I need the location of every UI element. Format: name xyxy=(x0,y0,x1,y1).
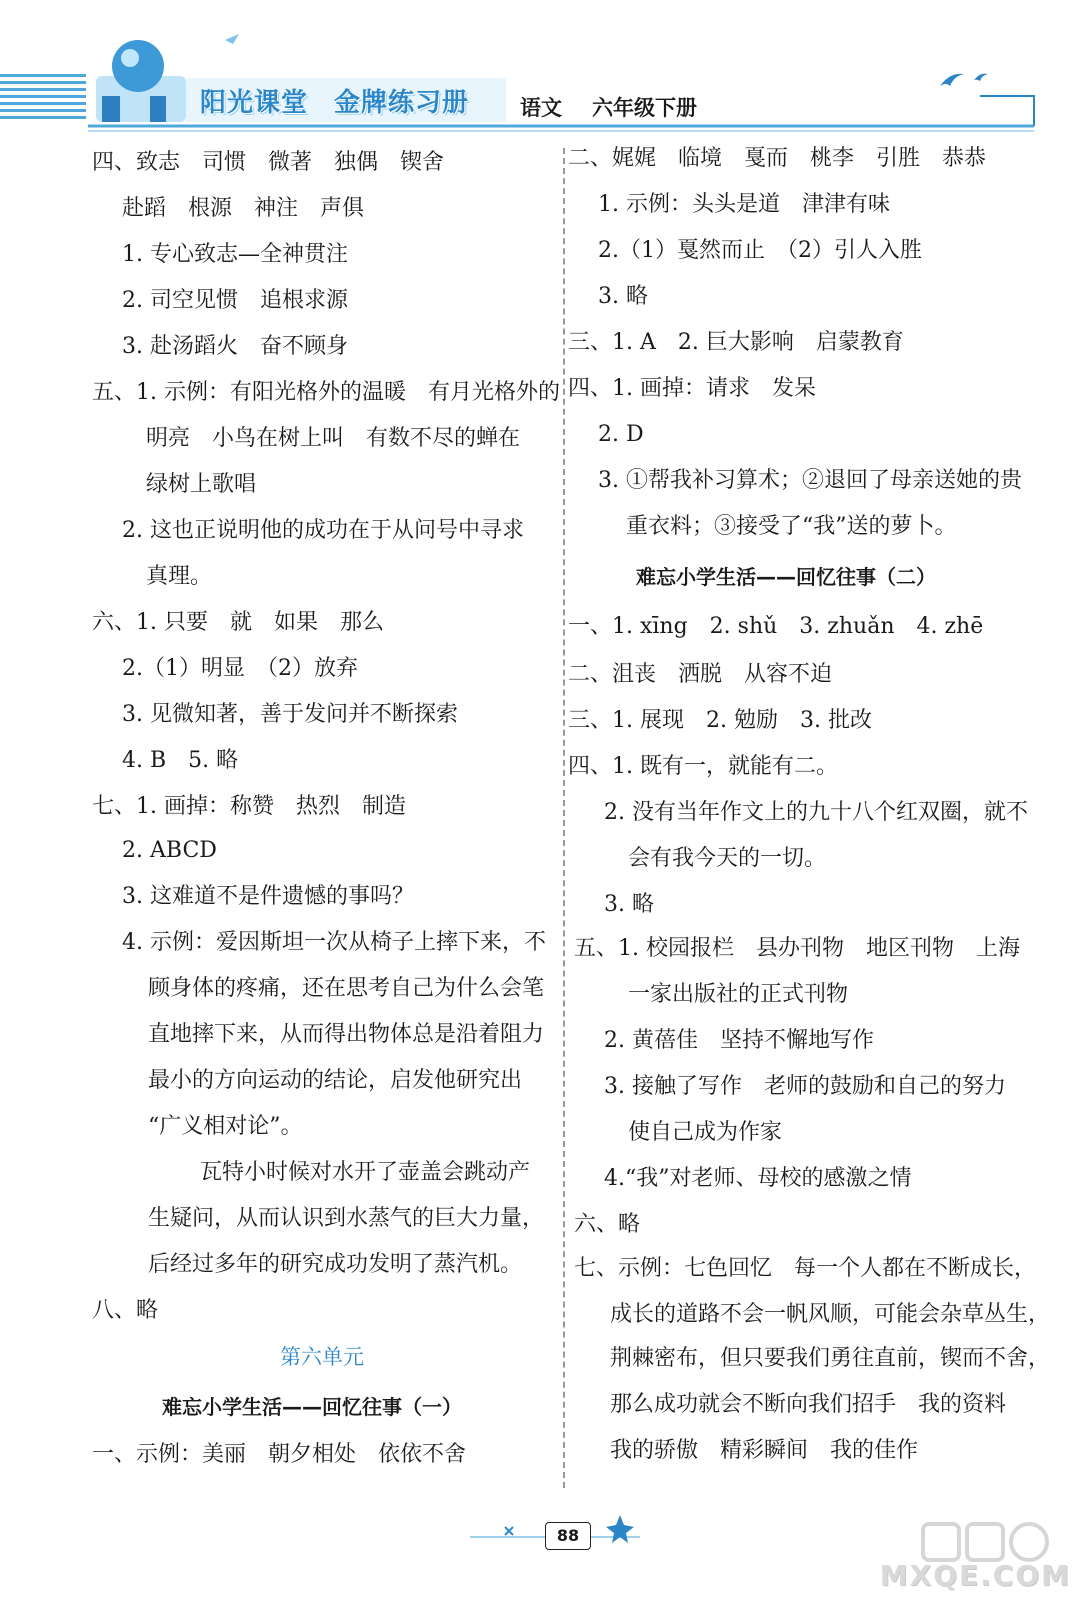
answer-line: 一、1. xīng 2. shǔ 3. zhuǎn 4. zhē xyxy=(568,614,984,639)
column-divider xyxy=(563,148,565,1488)
answer-line: 2. 黄蓓佳 坚持不懈地写作 xyxy=(604,1028,874,1053)
answer-line: 1. 示例：头头是道 津津有味 xyxy=(598,192,890,217)
answer-line: 真理。 xyxy=(146,564,213,589)
brand-title xyxy=(200,82,469,119)
answer-line: 一家出版社的正式刊物 xyxy=(628,982,849,1007)
answer-line: 五、1. 示例：有阳光格外的温暖 有月光格外的 xyxy=(92,380,560,405)
unit-heading: 第六单元 xyxy=(280,1345,364,1369)
answer-line: 二、娓娓 临境 戛而 桃李 引胜 恭恭 xyxy=(568,146,987,171)
section-heading: 难忘小学生活——回忆往事（二） xyxy=(636,565,936,589)
answer-line: 明亮 小鸟在树上叫 有数不尽的蝉在 xyxy=(146,426,521,451)
answer-line: 最小的方向运动的结论，启发他研究出 xyxy=(148,1068,523,1093)
answer-line: 四、1. 画掉：请求 发呆 xyxy=(568,376,816,401)
answer-line: 那么成功就会不断向我们招手 我的资料 xyxy=(610,1392,1007,1417)
answer-line: 赴蹈 根源 神注 声俱 xyxy=(122,196,365,221)
watermark-logo-icon xyxy=(921,1520,1051,1564)
answer-line: 五、1. 校园报栏 县办刊物 地区刊物 上海 xyxy=(574,936,1020,961)
answer-line: 3. ①帮我补习算术；②退回了母亲送她的贵 xyxy=(598,468,1022,493)
answer-line: 2. 没有当年作文上的九十八个红双圈，就不 xyxy=(604,800,1028,825)
answer-line: 3. 见微知著，善于发问并不断探索 xyxy=(122,702,458,727)
answer-line: 一、示例：美丽 朝夕相处 依依不舍 xyxy=(92,1442,467,1467)
answer-line: 后经过多年的研究成功发明了蒸汽机。 xyxy=(148,1252,523,1277)
answer-line: 顾身体的疼痛，还在思考自己为什么会笔 xyxy=(148,976,545,1001)
answer-line: 瓦特小时候对水开了壶盖会跳动产 xyxy=(200,1160,531,1185)
bird-icon xyxy=(940,74,988,86)
answer-line: 会有我今天的一切。 xyxy=(628,846,827,871)
answer-line: 绿树上歌唱 xyxy=(146,472,257,497)
grade-label: 六年级下册 xyxy=(592,96,697,120)
answer-line: 直地摔下来，从而得出物体总是沿着阻力 xyxy=(148,1022,545,1047)
answer-line: 2. D xyxy=(598,422,644,447)
watermark-logo xyxy=(921,1520,1051,1564)
answer-line: 2.（1）戛然而止 （2）引人入胜 xyxy=(598,238,922,263)
answer-line: 成长的道路不会一帆风顺，可能会杂草丛生， xyxy=(610,1302,1051,1327)
page-header xyxy=(0,0,1083,140)
section-heading: 难忘小学生活——回忆往事（一） xyxy=(162,1395,462,1419)
star-icon xyxy=(606,1515,634,1543)
answer-line: 3. 赴汤蹈火 奋不顾身 xyxy=(122,334,348,359)
answer-line: 4. B 5. 略 xyxy=(122,748,239,773)
answer-line: 2. 司空见惯 追根求源 xyxy=(122,288,348,313)
cross-icon xyxy=(505,1527,513,1535)
answer-line: 二、沮丧 洒脱 从容不迫 xyxy=(568,662,833,687)
page-number: 88 xyxy=(545,1522,591,1550)
answer-line: 1. 专心致志—全神贯注 xyxy=(122,242,348,267)
answer-line: 六、略 xyxy=(574,1212,641,1237)
brand-title-part-1: 阳光课堂 xyxy=(200,88,309,118)
answer-line: 4.“我”对老师、母校的感激之情 xyxy=(604,1166,912,1191)
subject-label: 语文 xyxy=(520,96,562,120)
answer-line: 七、1. 画掉：称赞 热烈 制造 xyxy=(92,794,406,819)
answer-line: 3. 略 xyxy=(598,284,648,309)
answer-line: 荆棘密布，但只要我们勇往直前，锲而不舍， xyxy=(610,1346,1051,1371)
brand-title-part-2: 金牌练习册 xyxy=(334,88,470,118)
answer-line: 3. 这难道不是件遗憾的事吗？ xyxy=(122,884,414,909)
answer-line: 八、略 xyxy=(92,1298,159,1323)
answer-line: 七、示例：七色回忆 每一个人都在不断成长， xyxy=(574,1256,1037,1281)
answer-line: 六、1. 只要 就 如果 那么 xyxy=(92,610,384,635)
answer-line: 2. 这也正说明他的成功在于从问号中寻求 xyxy=(122,518,524,543)
answer-line: 三、1. 展现 2. 勉励 3. 批改 xyxy=(568,708,872,733)
header-stripes-icon xyxy=(0,74,86,119)
answer-line: 生疑问，从而认识到水蒸气的巨大力量， xyxy=(148,1206,545,1231)
answer-line: 四、致志 司惯 微著 独偶 锲舍 xyxy=(92,150,445,175)
answer-line: 2.（1）明显 （2）放弃 xyxy=(122,656,358,681)
answer-line: 重衣料；③接受了“我”送的萝卜。 xyxy=(626,514,957,539)
answer-line: 四、1. 既有一，就能有二。 xyxy=(568,754,838,779)
answer-line: 2. ABCD xyxy=(122,838,217,863)
watermark-text: MXQE.COM xyxy=(879,1559,1071,1592)
answer-line: 我的骄傲 精彩瞬间 我的佳作 xyxy=(610,1438,919,1463)
answer-line: 使自己成为作家 xyxy=(628,1120,783,1145)
answer-line: 3. 接触了写作 老师的鼓励和自己的努力 xyxy=(604,1074,1006,1099)
answer-line: 三、1. A 2. 巨大影响 启蒙教育 xyxy=(568,330,904,355)
answer-line: 4. 示例：爱因斯坦一次从椅子上摔下来，不 xyxy=(122,930,546,955)
watermark xyxy=(871,1520,1071,1592)
answer-line: 3. 略 xyxy=(604,892,654,917)
answer-line: “广义相对论”。 xyxy=(148,1114,303,1139)
